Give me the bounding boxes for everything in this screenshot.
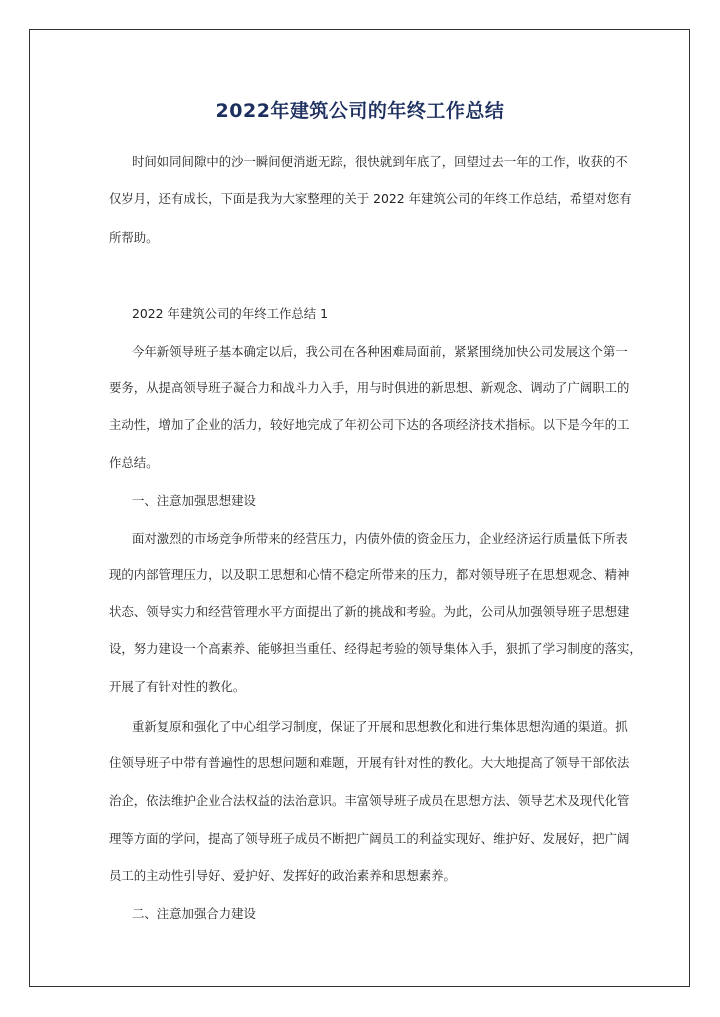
paragraph-line: 理等方面的学问，提高了领导班子成员不断把广阔员工的利益实现好、维护好、发展好，把广阔 — [109, 831, 630, 846]
paragraph-line: 要务，从提高领导班子凝合力和战斗力入手，用与时俱进的新思想、新观念、调动了广阔职工的 — [109, 380, 630, 395]
paragraph-line: 重新复原和强化了中心组学习制度，保证了开展和思想教化和进行集体思想沟通的渠道。抓 — [132, 719, 628, 734]
paragraph-line: 治企，依法维护企业合法权益的法治意识。丰富领导班子成员在思想方法、领导艺术及现代化管 — [109, 793, 630, 808]
paragraph-line: 状态、领导实力和经营管理水平方面提出了新的挑战和考验。为此，公司从加强领导班子思想建 — [109, 604, 630, 619]
paragraph-line: 主动性，增加了企业的活力，较好地完成了年初公司下达的各项经济技术指标。以下是今年的工 — [109, 417, 630, 432]
paragraph-line: 今年新领导班子基本确定以后，我公司在各种困难局面前，紧紧围绕加快公司发展这个第一 — [132, 344, 628, 359]
paragraph-line: 面对激烈的市场竞争所带来的经营压力，内债外债的资金压力，企业经济运行质量低下所表 — [132, 531, 628, 546]
paragraph-line: 现的内部管理压力，以及职工思想和心情不稳定所带来的压力，都对领导班子在思想观念、精神 — [109, 567, 630, 582]
document-title: 2022年建筑公司的年终工作总结 — [215, 100, 505, 122]
section-heading: 2022 年建筑公司的年终工作总结 1 — [132, 306, 328, 321]
paragraph-line: 所帮助。 — [109, 230, 159, 245]
subsection-heading: 二、注意加强合力建设 — [132, 906, 256, 921]
paragraph-line: 设，努力建设一个高素养、能够担当重任、经得起考验的领导集体入手，狠抓了学习制度的落实， — [109, 641, 642, 656]
paragraph-line: 时间如同间隙中的沙一瞬间便消逝无踪，很快就到年底了，回望过去一年的工作，收获的不 — [132, 154, 628, 169]
paragraph-line: 仅岁月，还有成长，下面是我为大家整理的关于 2022 年建筑公司的年终工作总结，希望对您有 — [109, 191, 632, 206]
paragraph-line: 开展了有针对性的教化。 — [109, 679, 246, 694]
paragraph-line: 员工的主动性引导好、爱护好、发挥好的政治素养和思想素养。 — [109, 868, 456, 883]
paragraph-line: 住领导班子中带有普遍性的思想问题和难题，开展有针对性的教化。大大地提高了领导干部依法 — [109, 755, 630, 770]
paragraph-line: 作总结。 — [109, 455, 159, 470]
subsection-heading: 一、注意加强思想建设 — [132, 493, 256, 508]
